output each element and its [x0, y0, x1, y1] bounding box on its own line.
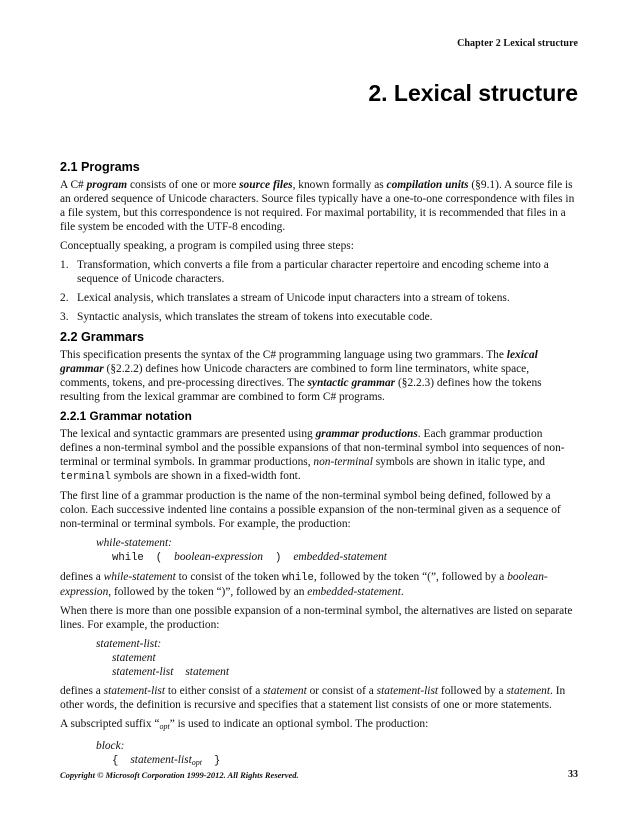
text-run: . — [400, 586, 404, 598]
list-item: 3. Syntactic analysis, which translates the stream of tokens into executable code. — [60, 311, 433, 323]
defined-term: grammar productions — [315, 428, 418, 440]
subsection-heading-grammar-notation: 2.2.1 Grammar notation — [60, 409, 192, 423]
text-run: defines a — [60, 571, 104, 583]
nonterminal-term: statement — [263, 685, 307, 697]
body-text — [60, 155, 578, 775]
text-run: (§9.1). A source file is an ordered sequence of Unicode characters. Source files typically have a one-to-one correspondence with files in a file system, but this correspondence is not required. For maximal portability, it is recommended that files in a file system be encoded with the UTF-8 encoding. — [60, 179, 575, 233]
text-run: A subscripted suffix “ — [60, 718, 160, 730]
paragraph — [60, 717, 578, 734]
text-run: This specification presents the syntax of the C# programming language using two grammars. The — [60, 349, 507, 361]
numbered-list — [60, 258, 578, 324]
footer-copyright: Copyright © Microsoft Corporation 1999-2012. All Rights Reserved. — [60, 770, 299, 780]
production-name: while-statement: — [96, 537, 172, 549]
grammar-production — [96, 536, 578, 565]
chapter-title: 2. Lexical structure — [368, 80, 578, 106]
production-rule: statement-list statement — [112, 666, 230, 678]
paragraph — [60, 570, 578, 599]
production-rule: statement — [112, 652, 156, 664]
text-run: to either consist of a — [165, 685, 264, 697]
section-heading-grammars: 2.2 Grammars — [60, 330, 145, 344]
production-name: statement-list: — [96, 638, 162, 650]
terminal-token: while — [282, 572, 314, 584]
defined-term: lexical grammar — [60, 349, 538, 375]
text-run: . Each grammar production defines a non-terminal symbol and the possible expansions of that non-terminal symbol into sequences of non-terminal or terminal symbols. In grammar productions, — [60, 428, 565, 468]
list-item: 2. Lexical analysis, which translates a stream of Unicode input characters into a stream of tokens. — [60, 292, 510, 304]
paragraph: When there is more than one possible expansion of a non-terminal symbol, the alternatives are listed on separate lines. For example, the production: — [60, 605, 573, 631]
production-name: block: — [96, 740, 125, 752]
nonterminal-term: statement — [506, 685, 551, 697]
defined-term: syntactic grammar — [307, 377, 396, 389]
terminal-token: terminal — [60, 471, 111, 483]
text-run: or consist of a — [306, 685, 377, 697]
text-run: . In other words, the definition is recursive and specifies that a statement list consists of one or more statements. — [60, 685, 566, 711]
section-heading-programs: 2.1 Programs — [60, 160, 140, 174]
text-run: (§2.2.3) defines how the tokens resulting from the lexical grammar are combined to form C# programs. — [60, 377, 542, 403]
text-run: defines a — [60, 685, 104, 697]
text-run: to consist of the token — [175, 571, 283, 583]
paragraph: The first line of a grammar production is the name of the non-terminal symbol being defined, followed by a colon. Each successive indented line contains a possible expansion of the non-terminal given as a sequence of non-terminal or terminal symbols. For example, the production: — [60, 490, 561, 530]
nonterminal-term: boolean-expression — [60, 571, 548, 598]
nonterminal-term: statement-list — [103, 685, 166, 697]
paragraph — [60, 178, 578, 234]
paragraph — [60, 684, 578, 712]
text-run: A C# — [60, 179, 87, 191]
list-item: 1. Transformation, which converts a file from a particular character repertoire and encoding scheme into a sequence of Unicode characters. — [60, 259, 549, 285]
nonterminal-term: while-statement — [103, 571, 176, 583]
page-number: 33 — [568, 769, 578, 780]
text-run: ” is used to indicate an optional symbol. The production: — [169, 718, 429, 730]
text-run: consists of one or more — [127, 179, 240, 191]
nonterminal-term: statement-list — [376, 685, 439, 697]
production-rule: while ( boolean-expression ) embedded-statement — [112, 551, 387, 564]
text-run: , followed by the token “(”, followed by a — [313, 571, 508, 583]
paragraph — [60, 427, 578, 484]
text-run: symbols are shown in a fixed-width font. — [110, 470, 301, 482]
text-run: , known formally as — [292, 179, 387, 191]
paragraph — [60, 348, 578, 404]
text-run: followed by a — [438, 685, 507, 697]
subscript-suffix: opt — [159, 722, 170, 731]
text-run: The lexical and syntactic grammars are presented using — [60, 428, 316, 440]
defined-term: source files — [239, 179, 293, 191]
nonterminal-term: embedded-statement — [307, 586, 401, 598]
grammar-production — [96, 637, 578, 679]
text-run: , followed by the token “)”, followed by an — [108, 586, 308, 598]
text-run: symbols are shown in italic type, and — [372, 456, 545, 468]
nonterminal-term: non-terminal — [313, 456, 373, 468]
running-header: Chapter 2 Lexical structure — [457, 38, 578, 49]
defined-term: program — [86, 179, 128, 191]
defined-term: compilation units — [386, 179, 469, 191]
text-run: (§2.2.2) defines how Unicode characters are combined to form line terminators, white space, comments, tokens, and pre-processing directives. The — [60, 363, 530, 389]
production-rule: { statement-list$_{opt}$ } — [112, 754, 221, 767]
grammar-production — [96, 739, 578, 770]
paragraph: Conceptually speaking, a program is compiled using three steps: — [60, 240, 354, 252]
